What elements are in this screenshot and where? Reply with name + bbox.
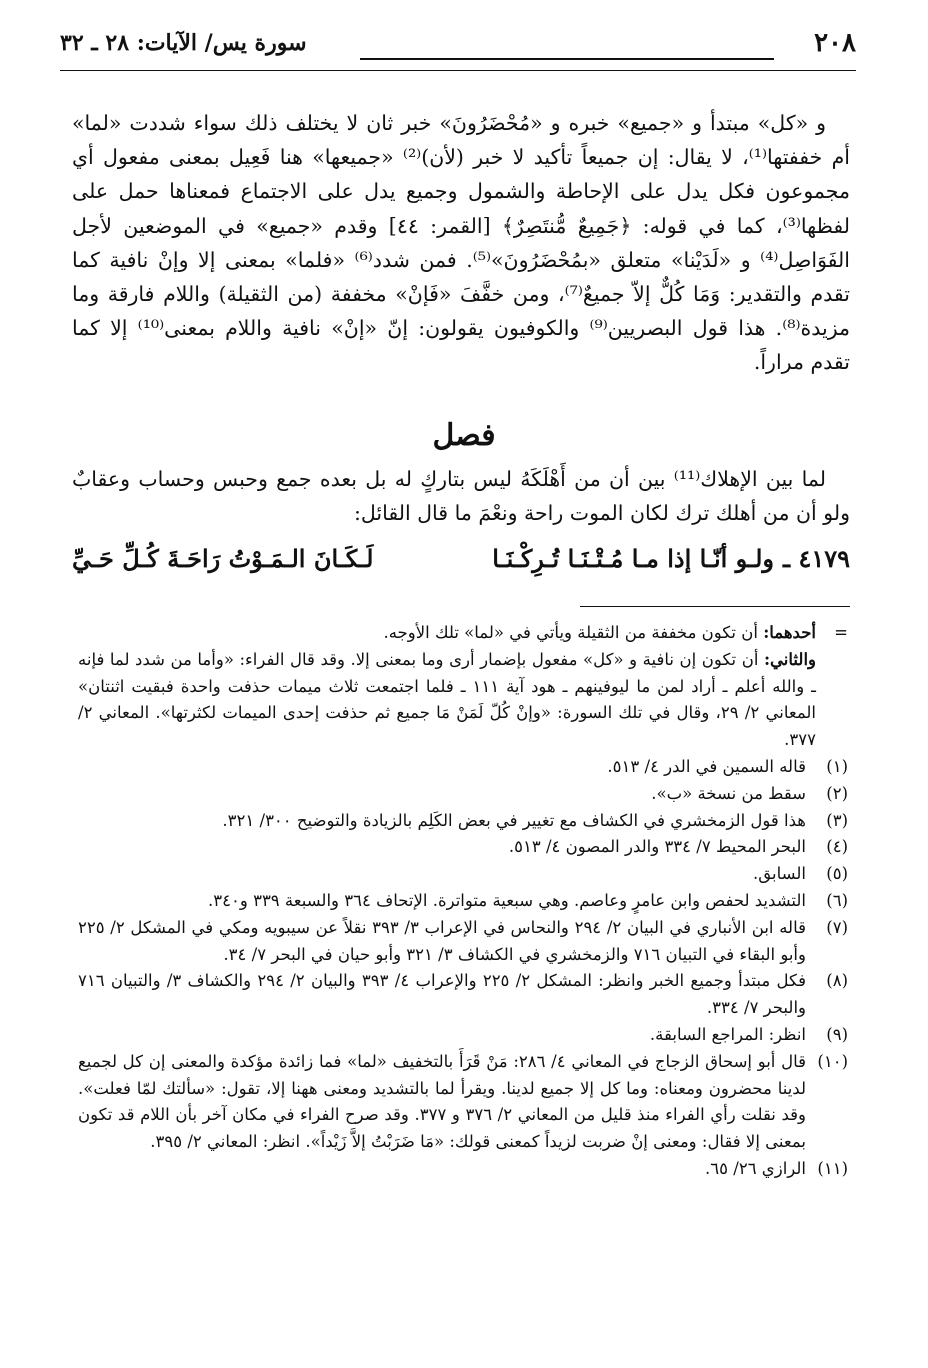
- footnote-number: (٦): [826, 890, 848, 910]
- footnote-number: (٥): [826, 864, 848, 884]
- footnote-10: [78, 1049, 848, 1156]
- footnote-number: (١٠): [817, 1051, 848, 1071]
- continuation-second: [78, 647, 816, 754]
- footnote-text: التشديد لحفص وابن عامرٍ وعاصم. وهي سبعية متواترة. الإتحاف ٣٦٤ والسبعة ٣٣٩ و٣٤٠.: [208, 890, 806, 910]
- continuation-first: [78, 620, 816, 647]
- footnote-text: فكل مبتدأ وجميع الخبر وانظر: المشكل ٢/ ٢٢٥ والإعراب ٤/ ٣٩٣ والبيان ٢/ ٢٩٤ والكشاف ٣/ والتبيان ٧١٦ والبحر ٧/ ٣٣٤.: [78, 971, 806, 1018]
- footnote-5: [78, 861, 848, 888]
- footnote-6: [78, 888, 848, 915]
- footnote-9: [78, 1022, 848, 1049]
- second-label: والثاني:: [763, 649, 816, 669]
- first-text: أن تكون مخففة من الثقيلة ويأتي في «لما» تلك الأوجه.: [383, 623, 764, 642]
- footnote-4: [78, 834, 848, 861]
- verse-number: ٤١٧٩ ـ: [783, 544, 850, 573]
- footnote-number: (٧): [826, 917, 848, 937]
- poetry-verse: [72, 544, 850, 594]
- footnote-number: (٣): [826, 810, 848, 830]
- footnote-number: (٨): [826, 971, 848, 991]
- footnote-11: [78, 1156, 848, 1183]
- footnote-text: قال أبو إسحاق الزجاج في المعاني ٤/ ٢٨٦: مَنْ قَرَأَ بالتخفيف «لما» فما زائدة مؤكدة والمعنى إن كل لجميع لدينا محضرون ومعناه: وما كل إلا جميع لدينا. ويقرأ لما بالتشديد ومعنى ههنا إلا، تقول: «سألتك لمّا فعلت». وقد نقلت رأي الفراء منذ قليل من المعاني ٢/ ٣٧٦ و ٣٧٧. وقد صرح الفراء في مكان آخر بأن اللام قد تكون بمعنى إلا فقال: ومعنى إنْ ضربت لزيداً كمعنى قولك: «مَا ضَرَبْتُ إلاَّ زَيْداً». انظر: المعاني ٢/ ٣٩٥.: [78, 1051, 807, 1152]
- header-underline: [60, 70, 856, 71]
- footnote-text: هذا قول الزمخشري في الكشاف مع تغيير في بعض الكَلِم بالزيادة والتوضيح ٣٠٠/ ٣٢١.: [222, 810, 806, 830]
- footnote-number: (٩): [826, 1024, 848, 1044]
- section-title: فصل: [432, 418, 496, 453]
- footnote-8: [78, 968, 848, 1022]
- running-title: سورة يس/ الآيات: ٢٨ ـ ٣٢: [60, 30, 307, 56]
- section-paragraph: لما بين الإهلاك⁽¹¹⁾ بين أن من أَهْلَكَهُ ليس بتاركٍ له بل بعده جمع وحبس وحساب وعقابٌ ولو أن من أهلك ترك لكان الموت راحة ونعْمَ ما قال القائل:: [72, 467, 850, 526]
- page-header: [60, 28, 856, 68]
- footnote-number: (١): [826, 756, 848, 776]
- footnote-text: الرازي ٢٦/ ٦٥.: [705, 1158, 806, 1178]
- footnote-text: سقط من نسخة «ب».: [651, 783, 806, 803]
- footnote-text: انظر: المراجع السابقة.: [649, 1024, 806, 1044]
- footnotes: [78, 620, 848, 1183]
- footnote-7: [78, 915, 848, 969]
- footnote-number: (١١): [817, 1158, 848, 1178]
- page-number: ٢٠٨: [814, 28, 856, 58]
- main-text: [72, 106, 850, 380]
- header-rule: [360, 58, 774, 60]
- footnote-text: قاله ابن الأنباري في البيان ٢/ ٢٩٤ والنحاس في الإعراب ٣/ ٣٩٣ نقلاً عن سيبويه ومكي في المشكل ٢/ ٢٢٥ وأبو البقاء في التبيان ٧١٦ والزمخشري في الكشاف ٣/ ٣٢١ وأبو حيان في البحر ٧/ ٣٤.: [78, 917, 806, 964]
- second-text: أن تكون إن نافية و «كل» مفعول بإضمار أرى وما بمعنى إلا. وقد قال الفراء: «وأما من شدد لما فإنه ـ والله أعلم ـ أراد لمن ما ليوفينهم ـ هود آية ١١١ ـ فلما اجتمعت ثلاث ميمات حذفت واحدة فبقيت اثنتان» المعاني ٢/ ٢٩، وقال في تلك السورة: «وإنْ كُلّ لَمَنْ مَا جميع ثم حذفت إحدى الميمات لكثرتها». المعاني ٢/ ٣٧٧.: [78, 649, 817, 750]
- footnote-continuation: [78, 620, 848, 754]
- footnote-number: (٢): [826, 783, 848, 803]
- footnote-2: [78, 781, 848, 808]
- verse-first-hemistich: ولـو أنّـا إذا مـا مُـتْـنَـا تُـرِكْـنَـا: [492, 544, 774, 573]
- footnote-text: قاله السمين في الدر ٤/ ٥١٣.: [607, 756, 806, 776]
- footnote-number: (٤): [826, 837, 848, 857]
- verse-second-hemistich: لَـكَـانَ الـمَـوْتُ رَاحَـةَ كُـلِّ حَـيِّ: [72, 544, 374, 573]
- footnote-1: [78, 754, 848, 781]
- continuation-marker: =: [834, 623, 848, 642]
- footnote-3: [78, 808, 848, 835]
- footnote-text: البحر المحيط ٧/ ٣٣٤ والدر المصون ٤/ ٥١٣.: [508, 837, 806, 857]
- footnote-separator: [580, 606, 850, 607]
- section-text: [72, 462, 850, 530]
- footnote-text: السابق.: [753, 864, 806, 884]
- first-label: أحدهما:: [763, 623, 816, 642]
- main-paragraph: و «كل» مبتدأ و «جميع» خبره و «مُحْضَرُونَ» خبر ثان لا يختلف ذلك سواء شددت «لما» أم خففتها⁽¹⁾، لا يقال: إن جميعاً تأكيد لا خبر (لأن)⁽²⁾ «جميعها» هنا فَعِيل بمعنى مفعول أي مجموعون فكل يدل على الإحاطة والشمول وجميع يدل على الاجتماع فمعناها حمل على لفظها⁽³⁾، كما في قوله: ﴿جَمِيعٌ مُّنتَصِرٌ﴾ [القمر: ٤٤] وقدم «جميع» في الموضعين لأجل الفَوَاصِل⁽⁴⁾ و «لَدَيْنا» متعلق «بمُحْضَرُونَ»⁽⁵⁾. فمن شدد⁽⁶⁾ «فلما» بمعنى إلا وإنْ نافية كما تقدم والتقدير: وَمَا كُلٌّ إلاّ جميعٌ⁽⁷⁾، ومن خفَّفَ «فَإنْ» مخففة (من الثقيلة) واللام فارقة وما مزيدة⁽⁸⁾. هذا قول البصريين⁽⁹⁾ والكوفيون يقولون: إنّ «إنْ» نافية واللام بمعنى⁽¹⁰⁾ إلا كما تقدم مراراً.: [72, 111, 851, 375]
